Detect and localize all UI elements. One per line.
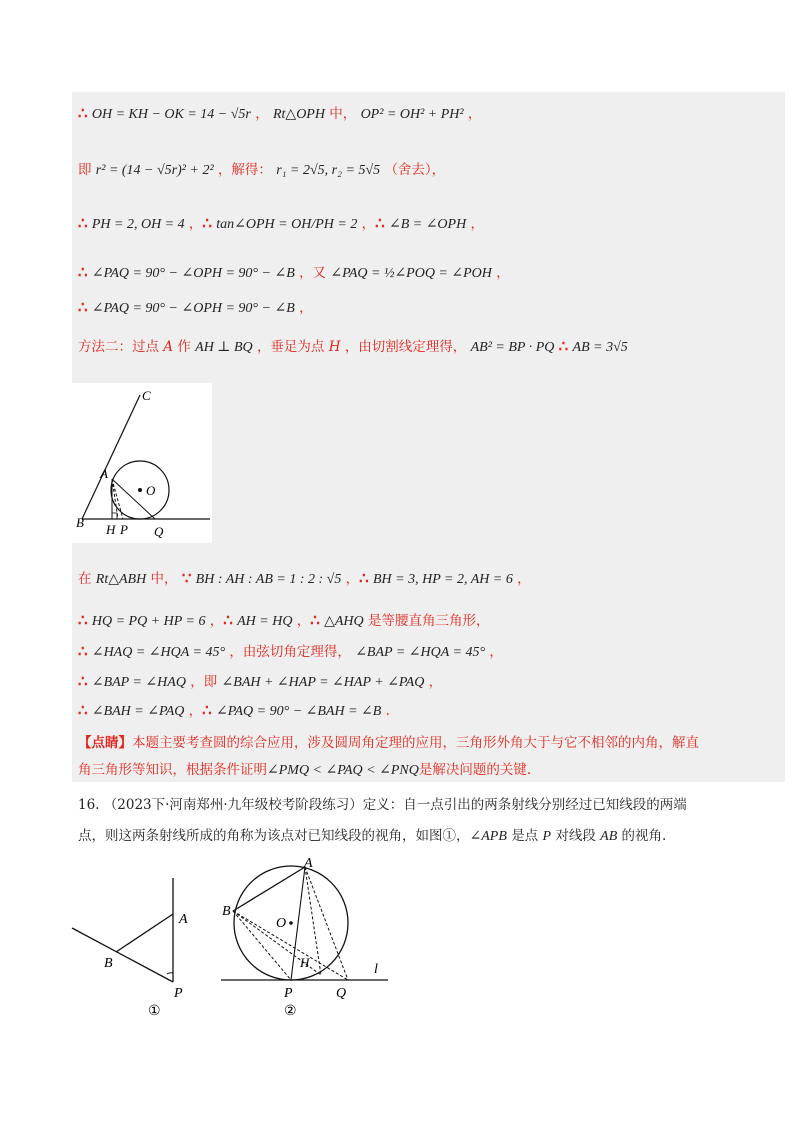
figure-2 xyxy=(70,860,200,1020)
solution-line-1: ∴ OH = KH − OK = 14 − √5r ， Rt△OPH 中， OP² = OH² + PH² ， xyxy=(78,104,482,122)
fig2-label-a: A xyxy=(179,912,188,927)
triangle-ahq: △AHQ xyxy=(324,614,364,629)
solution-line-3: ∴ PH = 2, OH = 4 ，∴ tan∠OPH = OH/PH = 2 ，∴ ∠B = ∠OPH ， xyxy=(78,214,484,232)
comment-formula: ∠PMQ < ∠PAQ < ∠PNQ xyxy=(267,763,419,778)
text-method-two: 方法二：过点 xyxy=(78,339,159,355)
comment-text-2b: 是解决问题的关键. xyxy=(418,762,532,778)
segment-ab: AB xyxy=(600,829,618,844)
figure-1-svg xyxy=(72,383,212,543)
formula-hq: HQ = PQ + HP = 6 xyxy=(91,614,206,629)
formula-bap-haq: ∠BAP = ∠HAQ xyxy=(91,675,186,690)
fig1-label-q: Q xyxy=(154,524,164,539)
point-a: A xyxy=(163,339,174,355)
formula-bah-sum: ∠BAH + ∠HAP = ∠HAP + ∠PAQ xyxy=(221,675,425,690)
text-zuo: 作 xyxy=(177,339,191,355)
formula-paq-half: ∠PAQ = ½∠POQ = ∠POH xyxy=(330,266,492,281)
formula-r-squared: r² = (14 − √5r)² + 2² xyxy=(95,163,214,178)
formula-lengths: BH = 3, HP = 2, AH = 6 xyxy=(373,572,513,587)
text-chord-tangent: ，由弦切角定理得， xyxy=(229,644,351,660)
formula-oh: OH = KH − OK = 14 − √5r xyxy=(91,107,251,122)
figure-3 xyxy=(218,855,398,1025)
formula-bap: ∠BAP = ∠HQA = 45° xyxy=(355,645,486,660)
formula-paq-1: ∠PAQ = 90° − ∠OPH = 90° − ∠B xyxy=(91,266,295,281)
fig1-label-h: H xyxy=(106,522,116,537)
fig3-label-b: B xyxy=(222,904,231,919)
comment-line-1 xyxy=(78,733,699,753)
fig2-label-p: P xyxy=(174,986,183,1001)
formula-ah-perp: AH ⊥ BQ xyxy=(195,340,253,355)
text-zai: 在 xyxy=(78,571,92,587)
formula-ah-hq: AH = HQ xyxy=(237,614,293,629)
solution-line-7: 在 Rt△ABH 中， ∵ BH : AH : AB = 1 : 2 : √5 ，∴ BH = 3, HP = 2, AH = 6 ， xyxy=(78,569,531,587)
fig1-label-o: O xyxy=(146,483,156,498)
solution-line-9: ∴ ∠HAQ = ∠HQA = 45° ，由弦切角定理得， ∠BAP = ∠HQA = 45° ， xyxy=(78,642,503,660)
triangle-oph: Rt△OPH xyxy=(272,107,325,122)
comment-tag: 【点睛】 xyxy=(78,735,132,751)
problem-16-line-2 xyxy=(78,826,666,847)
text-discard: （舍去）， xyxy=(384,162,446,178)
fig2-label-b: B xyxy=(104,956,113,971)
text-secant: ，由切割线定理得， xyxy=(344,339,467,355)
text-ji: 即 xyxy=(78,162,92,178)
formula-haq: ∠HAQ = ∠HQA = 45° xyxy=(91,645,226,660)
formula-bah-paq: ∠BAH = ∠PAQ xyxy=(91,704,185,719)
comment-text-1: 本题主要考查圆的综合应用，涉及圆周角定理的应用，三角形外角大于与它不相邻的内角，解直 xyxy=(132,735,699,751)
fig3-label-p: P xyxy=(284,986,293,1001)
fig1-label-a: A xyxy=(100,466,108,481)
formula-tan: tan∠OPH = OH/PH = 2 xyxy=(216,217,358,232)
formula-ph-oh: PH = 2, OH = 4 xyxy=(91,217,185,232)
problem-text-1: 定义：自一点引出的两条射线分别经过已知线段的两端 xyxy=(362,797,687,813)
point-p-text: P xyxy=(542,829,552,844)
formula-paq-final: ∠PAQ = 90° − ∠BAH = ∠B xyxy=(216,704,382,719)
fig1-label-p: P xyxy=(120,522,128,537)
text-foot: ，垂足为点 xyxy=(256,339,325,355)
fig3-label-h: H xyxy=(300,955,310,970)
solution-line-8: ∴ HQ = PQ + HP = 6 ，∴ AH = HQ ，∴ △AHQ 是等腰直角三角形， xyxy=(78,611,490,629)
problem-text-2a: 点，则这两条射线所成的角称为该点对已知线段的视角，如图①， xyxy=(78,828,470,844)
solution-line-6: 方法二：过点 A 作 AH ⊥ BQ ，垂足为点 H ，由切割线定理得， AB² = BP · PQ ∴ AB = 3√5 xyxy=(78,337,628,355)
formula-ab-squared: AB² = BP · PQ xyxy=(470,340,555,355)
formula-op-squared: OP² = OH² + PH² xyxy=(360,107,464,122)
problem-text-2c: 对线段 xyxy=(555,828,596,844)
problem-text-2d: 的视角. xyxy=(621,828,667,844)
comment-text-2a: 角三角形等知识，根据条件证明 xyxy=(78,762,267,778)
solution-line-2 xyxy=(78,160,445,181)
problem-source: （2023下·河南郑州·九年级校考阶段练习） xyxy=(103,797,363,813)
text-isosceles: 是等腰直角三角形， xyxy=(367,613,490,629)
problem-16-line-1 xyxy=(78,795,687,815)
fig1-label-b: B xyxy=(76,515,84,530)
solution-line-11: ∴ ∠BAH = ∠PAQ ，∴ ∠PAQ = 90° − ∠BAH = ∠B . xyxy=(78,701,390,719)
problem-text-2b: 是点 xyxy=(511,828,539,844)
solution-line-5: ∴ ∠PAQ = 90° − ∠OPH = 90° − ∠B ， xyxy=(78,298,313,316)
point-h: H xyxy=(328,339,341,355)
triangle-abh: Rt△ABH xyxy=(95,572,147,587)
text-solve: ，解得： xyxy=(217,162,272,178)
solution-line-4: ∴ ∠PAQ = 90° − ∠OPH = 90° − ∠B ，又 ∠PAQ = ½∠POQ = ∠POH ， xyxy=(78,263,510,281)
problem-number: 16. xyxy=(78,797,100,813)
formula-paq-2: ∠PAQ = 90° − ∠OPH = 90° − ∠B xyxy=(91,301,295,316)
formula-apb: ∠APB xyxy=(469,829,507,844)
formula-angle-b: ∠B = ∠OPH xyxy=(388,217,467,232)
comment-line-2 xyxy=(78,760,531,781)
formula-roots: r₁ = 2√5, r₂ = 5√5 xyxy=(276,163,381,178)
therefore-symbol: ∴ xyxy=(78,104,88,122)
text-zhong: 中 xyxy=(329,106,343,122)
fig3-label-a: A xyxy=(304,856,313,871)
text-ji-2: ，即 xyxy=(190,674,218,690)
text-you: ，又 xyxy=(299,265,327,281)
fig3-label-l: l xyxy=(374,962,378,977)
figure-1 xyxy=(72,383,212,543)
fig3-label-q: Q xyxy=(336,986,347,1001)
fig2-caption: ① xyxy=(148,1004,161,1019)
fig3-label-o: O xyxy=(276,916,287,931)
formula-ab: AB = 3√5 xyxy=(572,340,628,355)
fig1-label-c: C xyxy=(142,388,151,403)
solution-line-10: ∴ ∠BAP = ∠HAQ ，即 ∠BAH + ∠HAP = ∠HAP + ∠PAQ ， xyxy=(78,672,443,690)
text-zhong-2: 中， xyxy=(150,571,178,587)
formula-ratio: BH : AH : AB = 1 : 2 : √5 xyxy=(195,572,342,587)
fig3-caption: ② xyxy=(284,1004,297,1019)
